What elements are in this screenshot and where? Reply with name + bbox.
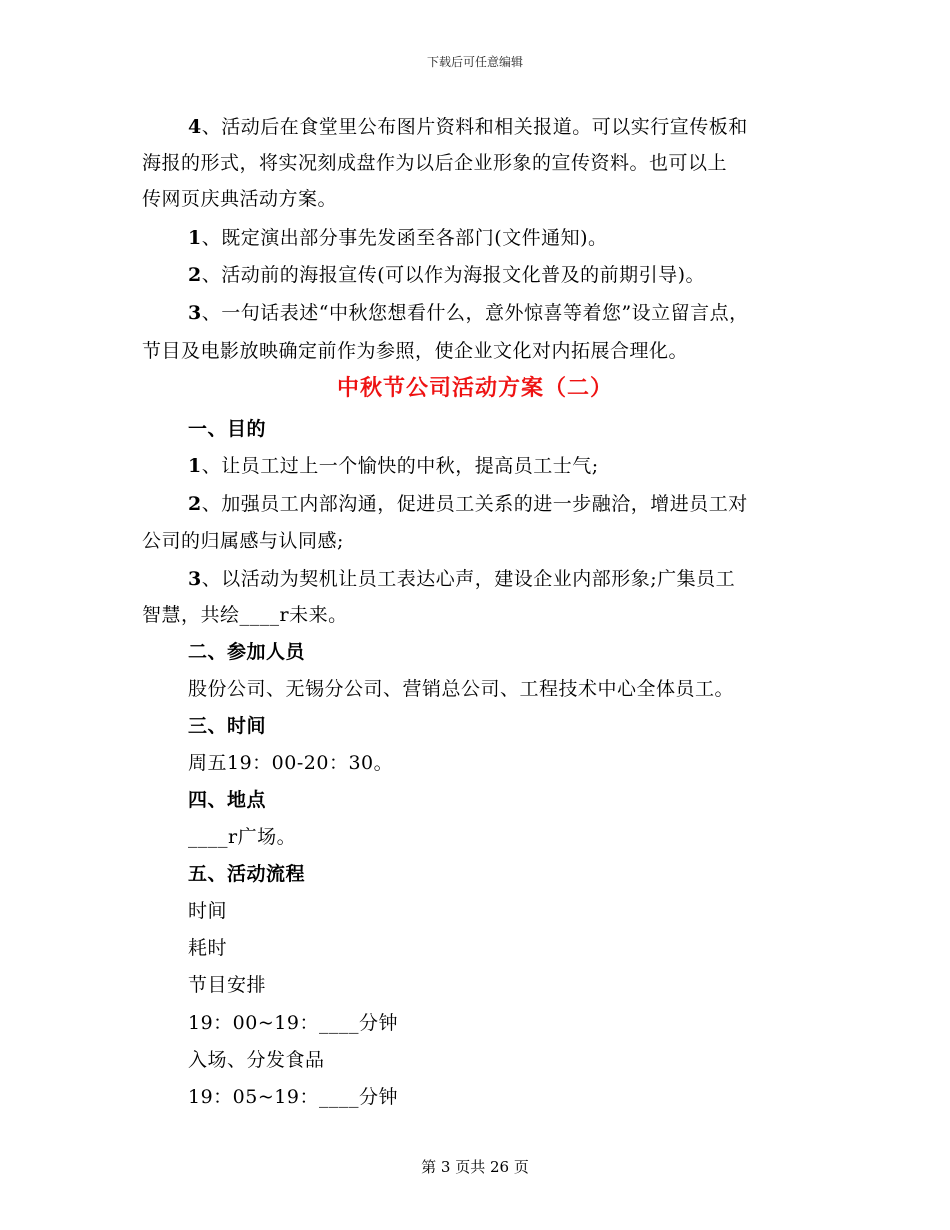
paragraph-line: 传网页庆典活动方案。 xyxy=(142,188,338,210)
heading-time: 三、时间 xyxy=(188,715,267,737)
paragraph-line xyxy=(188,262,705,288)
line-text: 、活动前的海报宣传(可以作为海报文化普及的前期引导)。 xyxy=(201,264,706,286)
paragraph-line xyxy=(188,300,749,326)
item-number: 2 xyxy=(188,493,202,515)
heading-participants: 二、参加人员 xyxy=(188,641,306,663)
item-number: 4 xyxy=(188,116,202,138)
heading-purpose: 一、目的 xyxy=(188,418,267,440)
heading-location: 四、地点 xyxy=(188,789,267,811)
heading-process: 五、活动流程 xyxy=(188,863,306,885)
list-item xyxy=(188,566,735,592)
page-footer: 第 3 页共 26 页 xyxy=(421,1158,529,1176)
list-item-continuation: 智慧，共绘____r未来。 xyxy=(142,604,348,626)
time-text: 周五19：00-20：30。 xyxy=(188,752,394,774)
process-line: 时间 xyxy=(188,900,228,922)
paragraph-line: 节目及电影放映确定前作为参照，使企业文化对内拓展合理化。 xyxy=(142,340,689,362)
line-text: 、一句话表述“中秋您想看什么，意外惊喜等着您”设立留言点， xyxy=(201,302,749,324)
participants-text: 股份公司、无锡分公司、营销总公司、工程技术中心全体员工。 xyxy=(188,678,735,700)
item-number: 3 xyxy=(188,302,202,324)
paragraph-line xyxy=(188,225,608,251)
item-number: 1 xyxy=(188,227,202,249)
item-number: 3 xyxy=(188,568,202,590)
list-item-continuation: 公司的归属感与认同感; xyxy=(142,530,344,552)
location-text: ____r广场。 xyxy=(188,826,297,848)
page-header: 下载后可任意编辑 xyxy=(426,55,523,69)
section-title: 中秋节公司活动方案（二） xyxy=(336,375,613,401)
item-number: 1 xyxy=(188,455,202,477)
process-line: 节目安排 xyxy=(188,974,267,996)
process-line: 19：05~19：____分钟 xyxy=(188,1086,398,1108)
line-text: 、加强员工内部沟通，促进员工关系的进一步融洽，增进员工对 xyxy=(201,493,748,515)
paragraph-line: 海报的形式，将实况刻成盘作为以后企业形象的宣传资料。也可以上 xyxy=(142,152,728,174)
paragraph-line xyxy=(188,114,748,140)
process-line: 耗时 xyxy=(188,937,228,959)
process-line: 19：00~19：____分钟 xyxy=(188,1012,398,1034)
list-item xyxy=(188,491,748,517)
process-line: 入场、分发食品 xyxy=(188,1049,325,1071)
list-item xyxy=(188,453,599,479)
line-text: 、让员工过上一个愉快的中秋，提高员工士气; xyxy=(201,455,599,477)
item-number: 2 xyxy=(188,264,202,286)
line-text: 、活动后在食堂里公布图片资料和相关报道。可以实行宣传板和 xyxy=(201,116,748,138)
line-text: 、以活动为契机让员工表达心声，建设企业内部形象;广集员工 xyxy=(201,568,736,590)
line-text: 、既定演出部分事先发函至各部门(文件通知)。 xyxy=(201,227,608,249)
